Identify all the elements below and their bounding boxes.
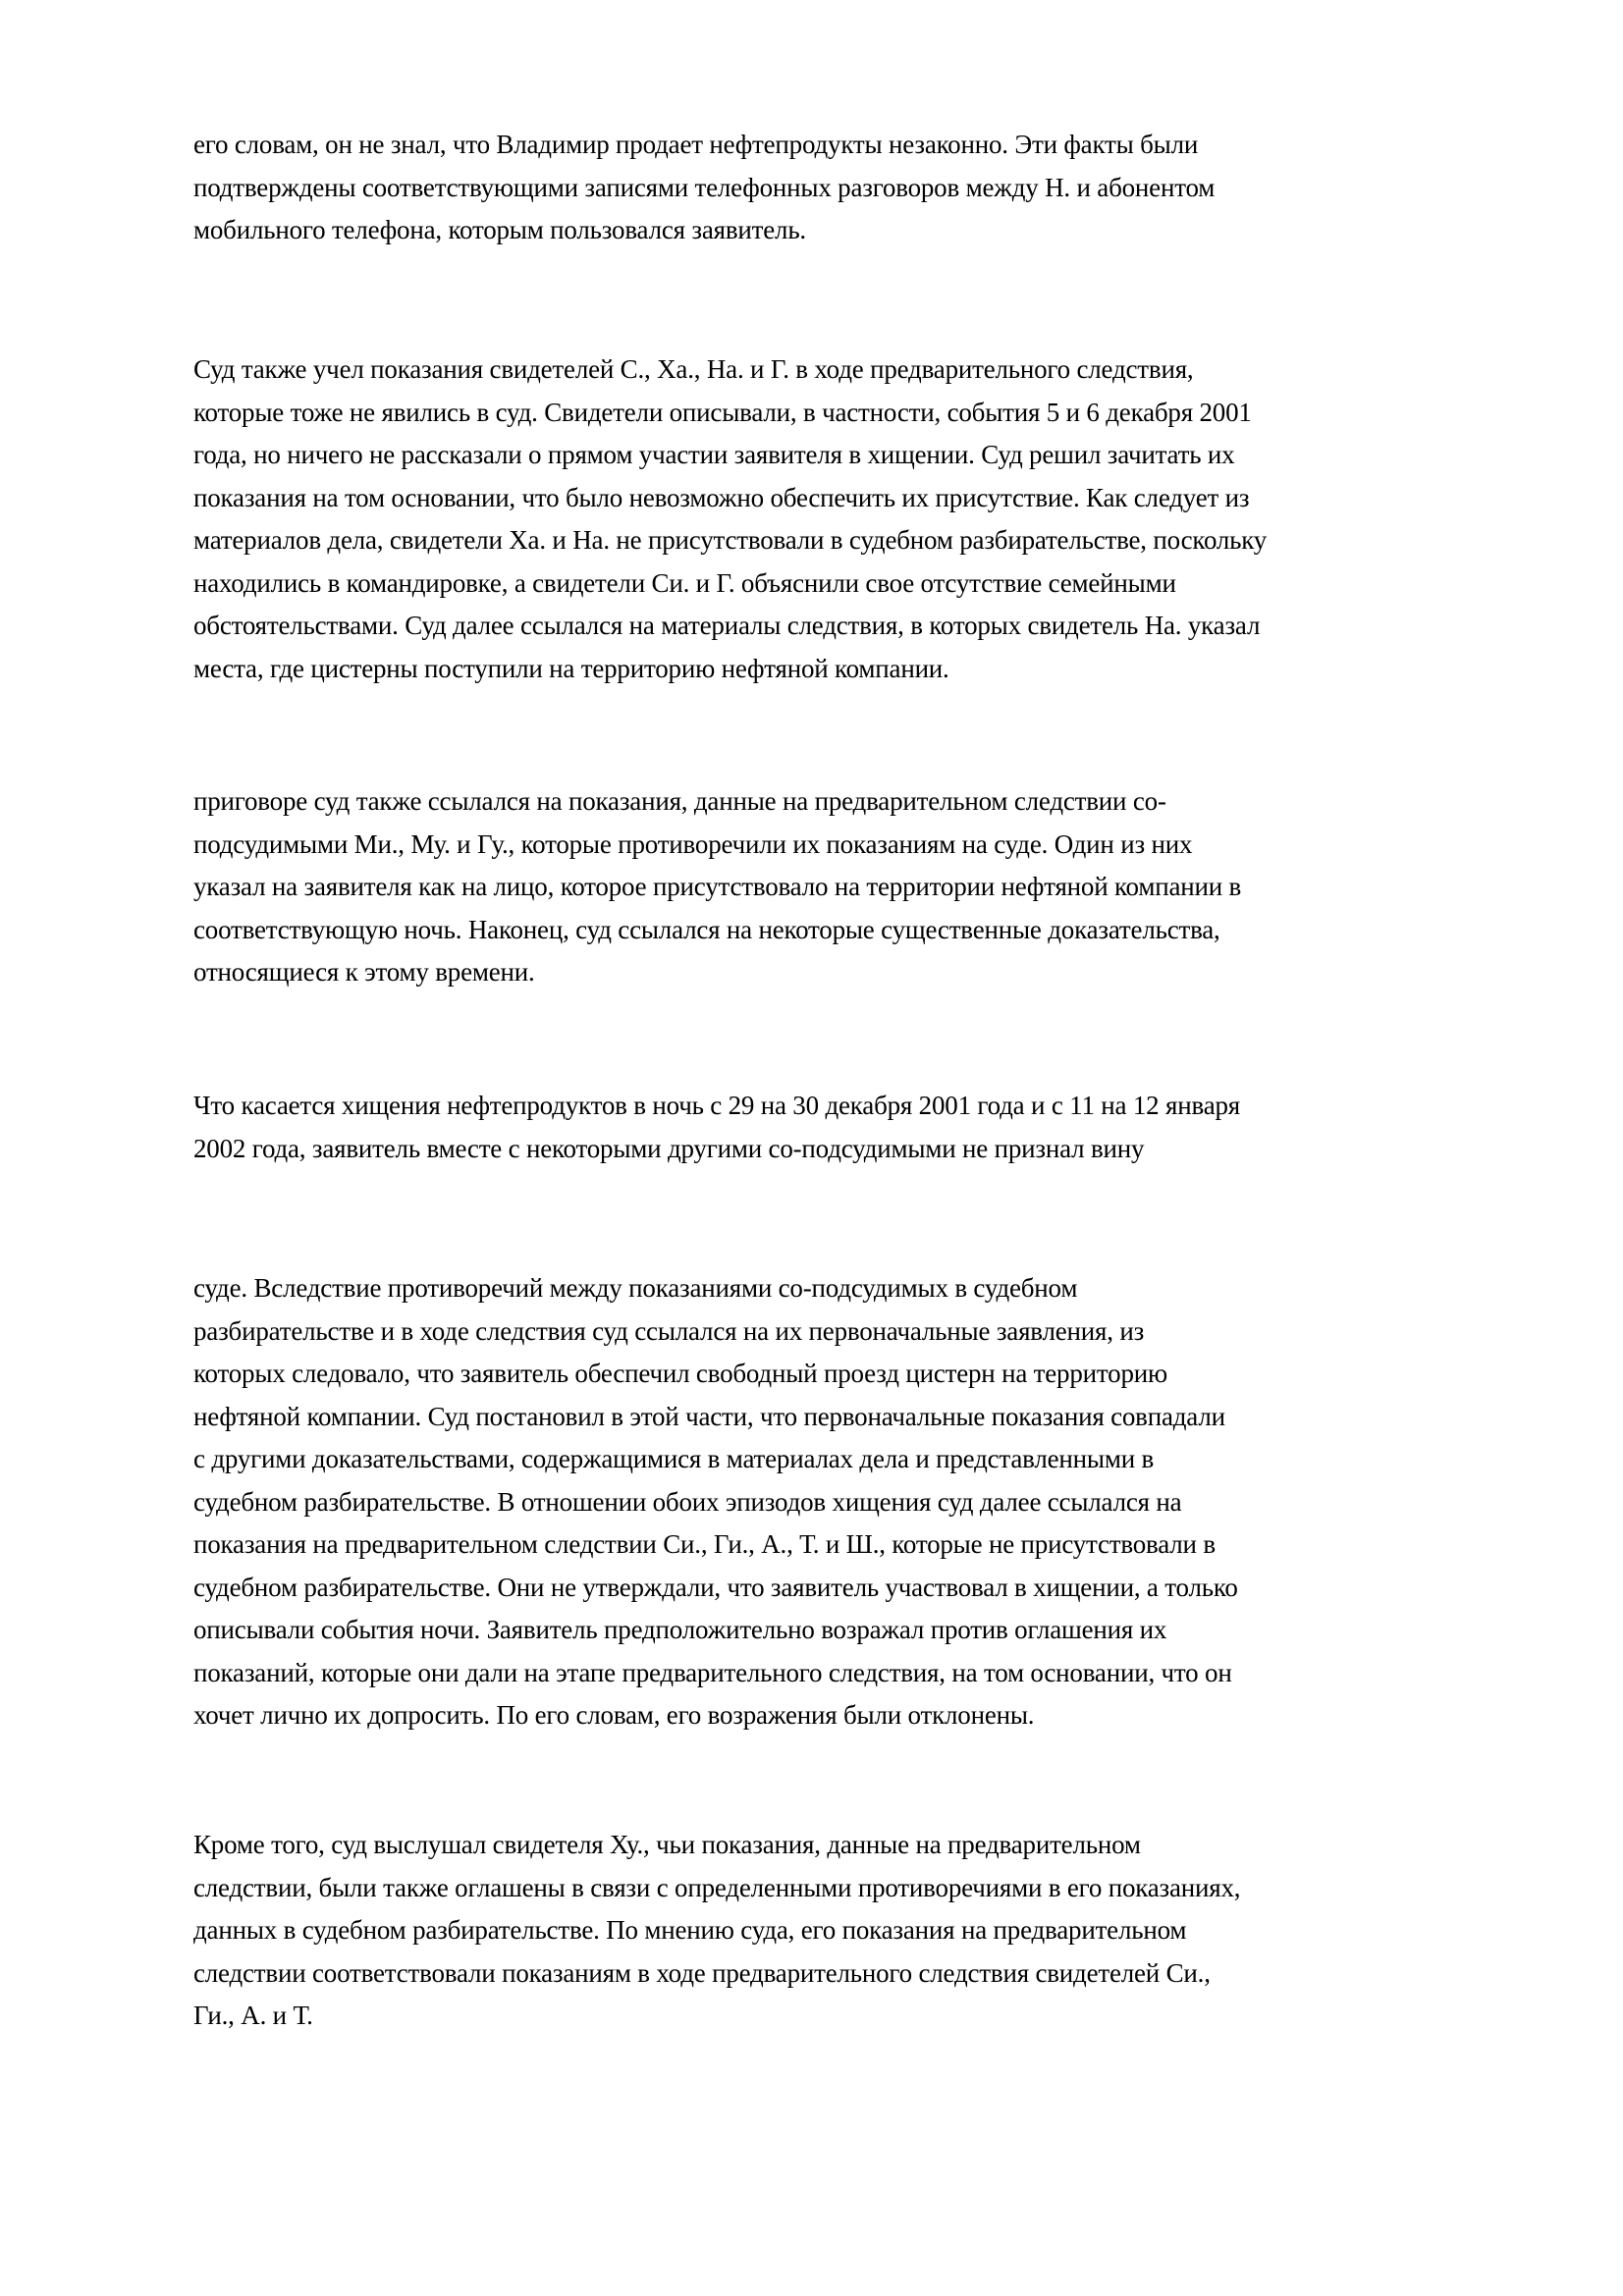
text-line: указал на заявителя как на лицо, которое присутствовало на территории нефтяной компании в xyxy=(193,872,1242,901)
text-line: данных в судебном разбирательстве. По мнению суда, его показания на предварительном xyxy=(193,1915,1187,1945)
text-line: судебном разбирательстве. В отношении обоих эпизодов хищения суд далее ссылался на xyxy=(193,1486,1182,1517)
text-line: с другими доказательствами, содержащимися в материалах дела и представленными в xyxy=(193,1444,1155,1473)
text-line: относящиеся к этому времени. xyxy=(193,957,535,987)
text-line: суде. Вследствие противоречий между показаниями со-подсудимых в судебном xyxy=(193,1273,1078,1303)
text-line: мобильного телефона, которым пользовался заявитель. xyxy=(193,215,806,244)
text-line: нефтяной компании. Суд постановил в этой части, что первоначальные показания совпадали xyxy=(193,1401,1225,1431)
text-line: показаний, которые они дали на этапе предварительного следствия, на том основании, что он xyxy=(193,1657,1232,1687)
paragraph-5 xyxy=(193,1267,1568,1737)
text-line: Суд также учел показания свидетелей С., Ха., На. и Г. в ходе предварительного следствия, xyxy=(193,354,1194,384)
text-line: подтверждены соответствующими записями телефонных разговоров между Н. и абонентом xyxy=(193,172,1216,202)
text-line: хочет лично их допросить. По его словам, его возражения были отклонены. xyxy=(193,1700,1035,1730)
text-line: находились в командировке, а свидетели Си. и Г. объяснили свое отсутствие семейными xyxy=(193,567,1176,598)
text-line: следствии, были также оглашены в связи с определенными противоречиями в его показаниях, xyxy=(193,1872,1241,1902)
paragraph-3 xyxy=(193,780,1568,994)
paragraph-4 xyxy=(193,1085,1568,1170)
paragraph-1 xyxy=(193,124,1568,252)
text-line: показания на предварительном следствии Си., Ги., А., Т. и Ш., которые не присутствовали в xyxy=(193,1529,1216,1559)
text-line: 2002 года, заявитель вместе с некоторыми другими со-подсудимыми не признал вину xyxy=(193,1133,1145,1163)
text-line: описывали события ночи. Заявитель предположительно возражал против оглашения их xyxy=(193,1615,1167,1644)
text-line: его словам, он не знал, что Владимир продает нефтепродукты незаконно. Эти факты были xyxy=(193,130,1199,159)
text-line: которые тоже не явились в суд. Свидетели описывали, в частности, события 5 и 6 декабря 2001 xyxy=(193,397,1252,427)
paragraph-2 xyxy=(193,348,1568,690)
text-line: места, где цистерны поступили на территорию нефтяной компании. xyxy=(193,653,949,683)
text-line: соответствующую ночь. Наконец, суд ссылался на некоторые существенные доказательства, xyxy=(193,914,1220,944)
text-line: Кроме того, суд выслушал свидетеля Ху., чьи показания, данные на предварительном xyxy=(193,1830,1141,1859)
text-line: обстоятельствами. Суд далее ссылался на материалы следствия, в которых свидетель На. указал xyxy=(193,611,1261,640)
text-line: года, но ничего не рассказали о прямом участии заявителя в хищении. Суд решил зачитать их xyxy=(193,440,1235,469)
text-line: материалов дела, свидетели Ха. и На. не присутствовали в судебном разбирательстве, поскольку xyxy=(193,525,1268,555)
text-line: разбирательстве и в ходе следствия суд ссылался на их первоначальные заявления, из xyxy=(193,1315,1145,1346)
text-line: следствии соответствовали показаниям в ходе предварительного следствия свидетелей Си., xyxy=(193,1957,1211,1988)
text-line: которых следовало, что заявитель обеспечил свободный проезд цистерн на территорию xyxy=(193,1359,1167,1388)
text-line: Ги., А. и Т. xyxy=(193,2001,313,2030)
text-line: судебном разбирательстве. Они не утверждали, что заявитель участвовал в хищении, а только xyxy=(193,1572,1238,1602)
text-line: подсудимыми Ми., Му. и Гу., которые противоречили их показаниям на суде. Один из них xyxy=(193,828,1193,859)
text-line: приговоре суд также ссылался на показания, данные на предварительном следствии со- xyxy=(193,786,1166,816)
text-line: показания на том основании, что было невозможно обеспечить их присутствие. Как следует из xyxy=(193,482,1250,512)
text-line: Что касается хищения нефтепродуктов в ночь с 29 на 30 декабря 2001 года и с 11 на 12 января xyxy=(193,1091,1240,1120)
paragraph-6 xyxy=(193,1824,1568,2038)
